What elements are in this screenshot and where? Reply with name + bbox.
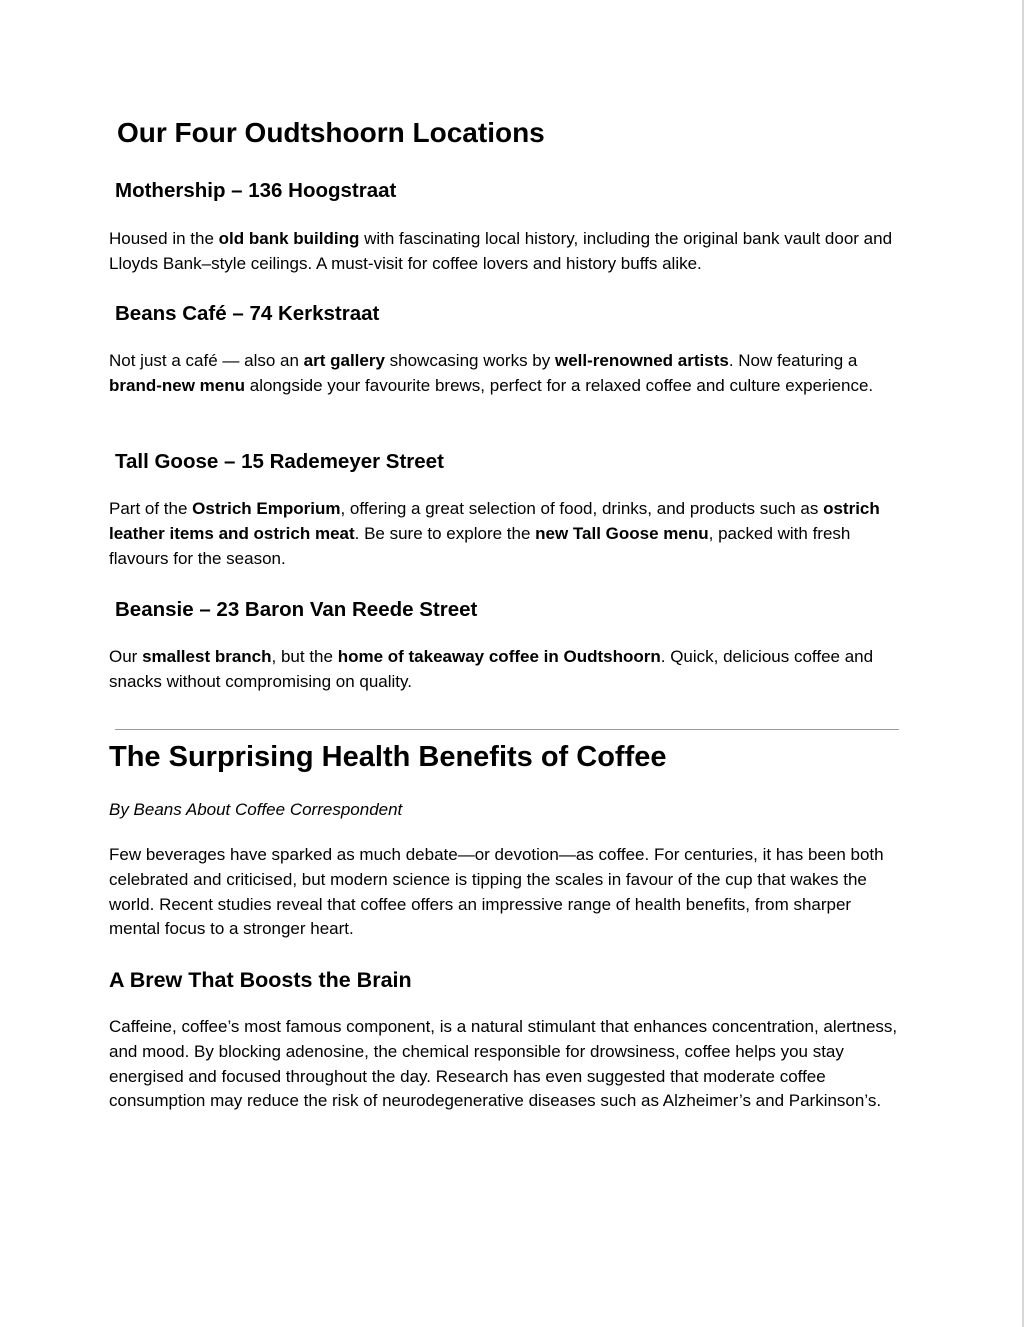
beansie-description: Our smallest branch, but the home of takeaway coffee in Oudtshoorn. Quick, delicious coffee and snacks without compromising on quality. (109, 647, 874, 691)
beans-cafe-heading: Beans Café – 74 Kerkstraat (115, 302, 380, 325)
tall-goose-description: Part of the Ostrich Emporium, offering a great selection of food, drinks, and products such as ostrich leather items and ostrich meat. Be sure to explore the new Tall Goose menu, packed with fresh flavours for the season. (109, 499, 880, 568)
brain-section-text: Caffeine, coffee’s most famous component, is a natural stimulant that enhances concentration, alertness, and mood. By blocking adenosine, the chemical responsible for drowsiness, coffee helps you stay energised and focused throughout the day. Research has even suggested that moderate coffee consumption may reduce the risk of neurodegenerative diseases such as Alzheimer’s and Parkinson’s. (109, 1017, 898, 1111)
article-byline: By Beans About Coffee Correspondent (109, 800, 403, 819)
section-divider (115, 729, 899, 730)
brain-section-heading: A Brew That Boosts the Brain (109, 968, 412, 992)
article-title: The Surprising Health Benefits of Coffee (109, 741, 667, 773)
locations-title: Our Four Oudtshoorn Locations (117, 117, 545, 148)
mothership-heading: Mothership – 136 Hoogstraat (115, 179, 397, 202)
beans-cafe-description: Not just a café — also an art gallery showcasing works by well-renowned artists. Now featuring a brand-new menu alongside your favourite brews, perfect for a relaxed coffee and culture experience. (109, 351, 874, 395)
mothership-description: Housed in the old bank building with fascinating local history, including the original bank vault door and Lloyds Bank–style ceilings. A must-visit for coffee lovers and history buffs alike. (109, 229, 893, 273)
article-intro: Few beverages have sparked as much debate—or devotion—as coffee. For centuries, it has been both celebrated and criticised, but modern science is tipping the scales in favour of the cup that wakes the world. Recent studies reveal that coffee offers an impressive range of health benefits, from sharper mental focus to a stronger heart. (109, 845, 884, 939)
beansie-heading: Beansie – 23 Baron Van Reede Street (115, 598, 478, 621)
tall-goose-heading: Tall Goose – 15 Rademeyer Street (115, 450, 444, 473)
